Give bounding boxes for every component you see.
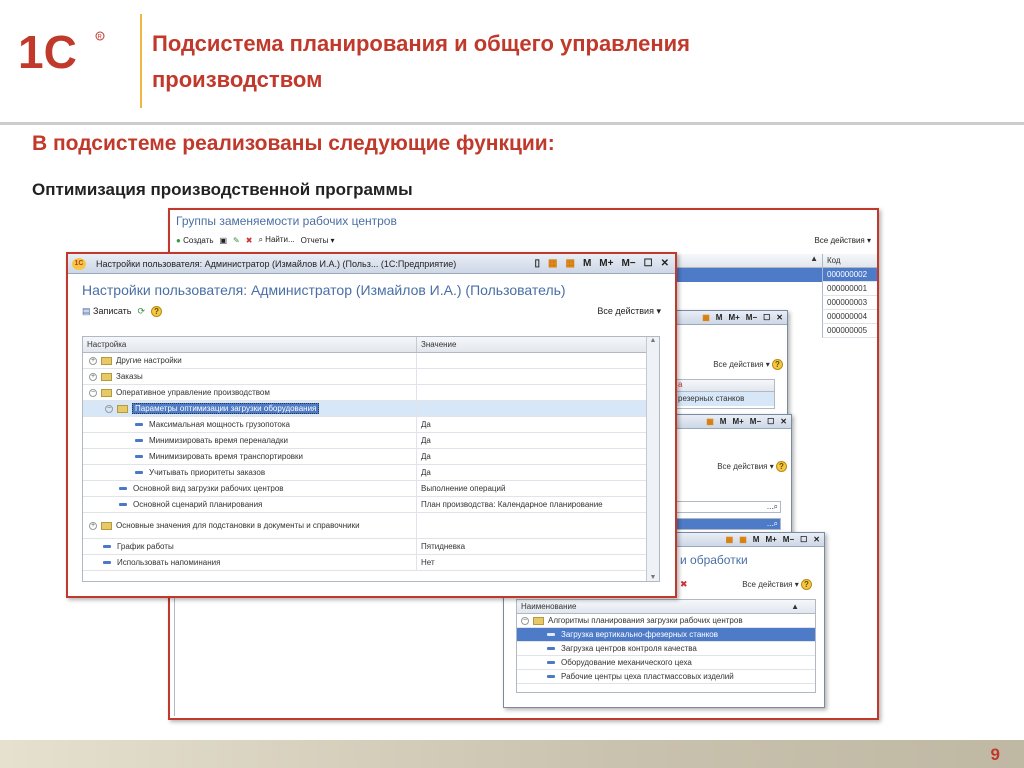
help-icon[interactable]: ? [776, 461, 787, 472]
calc-icon[interactable]: ▦ [725, 535, 734, 544]
small-all-actions[interactable]: Все действия ▾ [742, 580, 799, 589]
mid1-row[interactable]: резерных станков [676, 392, 774, 406]
help-icon[interactable]: ? [151, 306, 162, 317]
delete-icon[interactable]: ✖ [245, 235, 253, 245]
main-all-actions[interactable]: Все действия ▾ [597, 306, 661, 316]
create-icon: ● [176, 235, 181, 245]
reports-button[interactable]: Отчеты ▾ [300, 235, 335, 245]
create-button[interactable]: ● Создать [176, 235, 214, 245]
collapse-icon[interactable]: − [90, 388, 96, 396]
mem-mminus-button[interactable]: M− [749, 417, 762, 426]
item-icon [547, 647, 555, 650]
table-row[interactable]: Использовать напоминания Нет [83, 555, 647, 571]
collapse-icon[interactable]: − [522, 616, 528, 624]
col-code-header[interactable]: Код [822, 254, 877, 268]
delete-icon[interactable]: ✖ [680, 579, 688, 589]
maximize-icon[interactable]: ☐ [643, 258, 653, 269]
item-icon [135, 455, 143, 458]
search-icon: ⌕ [258, 235, 263, 244]
slide-footer [0, 740, 1024, 768]
header-divider [140, 14, 142, 108]
item-icon [119, 503, 127, 506]
header-rule [0, 122, 1024, 125]
collapse-icon[interactable]: − [106, 404, 112, 412]
code-cell[interactable]: 000000004 [822, 310, 877, 324]
folder-icon [533, 617, 544, 625]
small-grid [516, 599, 816, 693]
mem-m-button[interactable]: M [752, 535, 760, 544]
bg-grid: ▲ Код 000000002 000000001 000000003 000000004 000000005 [170, 254, 877, 342]
bg-all-actions[interactable]: Все действия ▾ [814, 235, 871, 245]
page-number: 9 [990, 745, 1000, 764]
section-heading: Оптимизация производственной программы [32, 180, 413, 199]
mid2-all-actions[interactable]: Все действия ▾ [717, 462, 774, 471]
bg-toolbar [170, 232, 877, 248]
table-row[interactable]: Основной вид загрузки рабочих центров Выполнение операций [83, 481, 647, 497]
folder-icon [101, 389, 112, 397]
mem-mminus-button[interactable]: M− [745, 313, 758, 322]
item-icon [103, 545, 111, 548]
folder-icon [101, 357, 112, 365]
save-icon: ▤ [82, 306, 91, 316]
window-title: Настройки пользователя: Администратор (Измайлов И.А.) (Польз... (1С:Предприятие) [96, 258, 457, 269]
item-icon [135, 439, 143, 442]
mem-mplus-button[interactable]: M+ [765, 535, 777, 544]
col-setting-header[interactable]: Настройка [83, 337, 417, 352]
calendar-icon[interactable]: ▦ [565, 258, 575, 269]
table-row[interactable]: + Заказы [83, 369, 647, 385]
folder-icon [101, 522, 112, 530]
col-value-header[interactable]: Значение [421, 340, 457, 349]
settings-grid [82, 336, 660, 582]
code-list [822, 268, 877, 338]
sort-icon[interactable]: ▲ [791, 602, 799, 611]
scroll-down-icon[interactable]: ▼ [649, 574, 657, 581]
item-icon [547, 675, 555, 678]
mem-mminus-button[interactable]: M− [621, 258, 636, 269]
table-row[interactable]: Основной сценарий планирования План производства: Календарное планирование [83, 497, 647, 513]
table-row[interactable]: − Параметры оптимизации загрузки оборудования [83, 401, 647, 417]
close-icon[interactable]: ✕ [660, 258, 669, 269]
maximize-icon[interactable]: ☐ [767, 417, 775, 426]
mem-mminus-button[interactable]: M− [782, 535, 795, 544]
close-icon[interactable]: ✕ [780, 417, 787, 426]
calendar-icon[interactable]: ▦ [706, 417, 714, 426]
item-icon [103, 561, 111, 564]
scroll-up-icon[interactable]: ▲ [649, 337, 657, 344]
code-cell[interactable]: 000000002 [822, 268, 877, 282]
mem-mplus-button[interactable]: M+ [728, 313, 740, 322]
help-icon[interactable]: ? [772, 359, 783, 370]
code-cell[interactable]: 000000005 [822, 324, 877, 338]
vertical-scrollbar[interactable] [646, 337, 659, 581]
maximize-icon[interactable]: ☐ [800, 535, 808, 544]
col-name-header[interactable]: Наименование [521, 602, 577, 611]
svg-text:1С: 1С [18, 26, 77, 76]
main-heading: Настройки пользователя: Администратор (Измайлов И.А.) (Пользователь) [82, 282, 566, 298]
item-icon [547, 661, 555, 664]
slide-subtitle: В подсистеме реализованы следующие функции: [32, 132, 555, 155]
table-row[interactable]: График работы Пятидневка [83, 539, 647, 555]
mem-m-button[interactable]: M [715, 313, 723, 322]
main-window [66, 252, 677, 598]
refresh-icon[interactable]: ⟳ [137, 306, 146, 316]
table-row[interactable]: + Другие настройки [83, 353, 647, 369]
table-row[interactable]: − Оперативное управление производством [83, 385, 647, 401]
list-item[interactable]: Загрузка центров контроля качества [517, 642, 815, 656]
close-icon[interactable]: ✕ [813, 535, 820, 544]
folder-icon [101, 373, 112, 381]
calendar-icon[interactable]: ▦ [739, 535, 747, 544]
mid2-input-2[interactable]: ...⌕ [675, 518, 781, 530]
table-row[interactable]: Минимизировать время переналадки Да [83, 433, 647, 449]
list-item[interactable]: Рабочие центры цеха пластмассовых изделий [517, 670, 815, 684]
mid2-input-1[interactable]: ...⌕ [675, 501, 781, 513]
calc-icon[interactable]: ▦ [548, 258, 558, 269]
mem-mplus-button[interactable]: M+ [599, 258, 614, 269]
expand-icon[interactable]: + [90, 356, 96, 364]
1c-app-icon: 1С [72, 258, 86, 270]
expand-icon[interactable]: + [90, 521, 96, 529]
close-icon[interactable]: ✕ [776, 313, 783, 322]
mid-window-1: ▦ M M+ M− ☐ ✕ Все действия ▾ ? а резерных станков [670, 310, 788, 420]
search-icon: ⌕ [773, 519, 778, 528]
svg-text:R: R [97, 34, 102, 41]
find-button[interactable]: ⌕ Найти... [258, 235, 295, 244]
list-item[interactable]: − Алгоритмы планирования загрузки рабочих центров [517, 614, 815, 628]
code-cell[interactable]: 000000003 [822, 296, 877, 310]
help-icon[interactable]: ? [801, 579, 812, 590]
item-icon [135, 423, 143, 426]
table-row[interactable]: Минимизировать время транспортировки Да [83, 449, 647, 465]
mem-mplus-button[interactable]: M+ [732, 417, 744, 426]
mid1-all-actions[interactable]: Все действия ▾ [713, 360, 770, 369]
item-icon [547, 633, 555, 636]
table-row[interactable]: Максимальная мощность грузопотока Да [83, 417, 647, 433]
edit-icon[interactable]: ✎ [233, 235, 240, 245]
calc-icon[interactable]: ▦ [702, 313, 710, 322]
item-icon [135, 471, 143, 474]
expand-icon[interactable]: + [90, 372, 96, 380]
mid-window-2 [670, 414, 792, 536]
pin-icon[interactable]: ▯ [534, 258, 541, 269]
copy-icon[interactable]: ▣ [219, 235, 228, 245]
mem-m-button[interactable]: M [719, 417, 727, 426]
bg-window-title: Группы заменяемости рабочих центров [176, 214, 397, 228]
settings-rows [83, 353, 647, 571]
folder-icon [117, 405, 128, 413]
item-icon [119, 487, 127, 490]
code-cell[interactable]: 000000001 [822, 282, 877, 296]
save-button[interactable]: ▤ Записать [82, 306, 132, 316]
list-item[interactable]: Загрузка вертикально-фрезерных станков [517, 628, 815, 642]
search-icon: ⌕ [773, 502, 778, 511]
mem-m-button[interactable]: M [582, 258, 592, 269]
table-row[interactable]: Учитывать приоритеты заказов Да [83, 465, 647, 481]
maximize-icon[interactable]: ☐ [763, 313, 771, 322]
table-row[interactable]: + Основные значения для подстановки в документы и справочники [83, 513, 647, 539]
list-item[interactable]: Оборудование механического цеха [517, 656, 815, 670]
slide-title: Подсистема планирования и общего управления производством [152, 31, 690, 92]
1c-logo [18, 26, 114, 76]
small-window-heading: и обработки [680, 553, 748, 567]
